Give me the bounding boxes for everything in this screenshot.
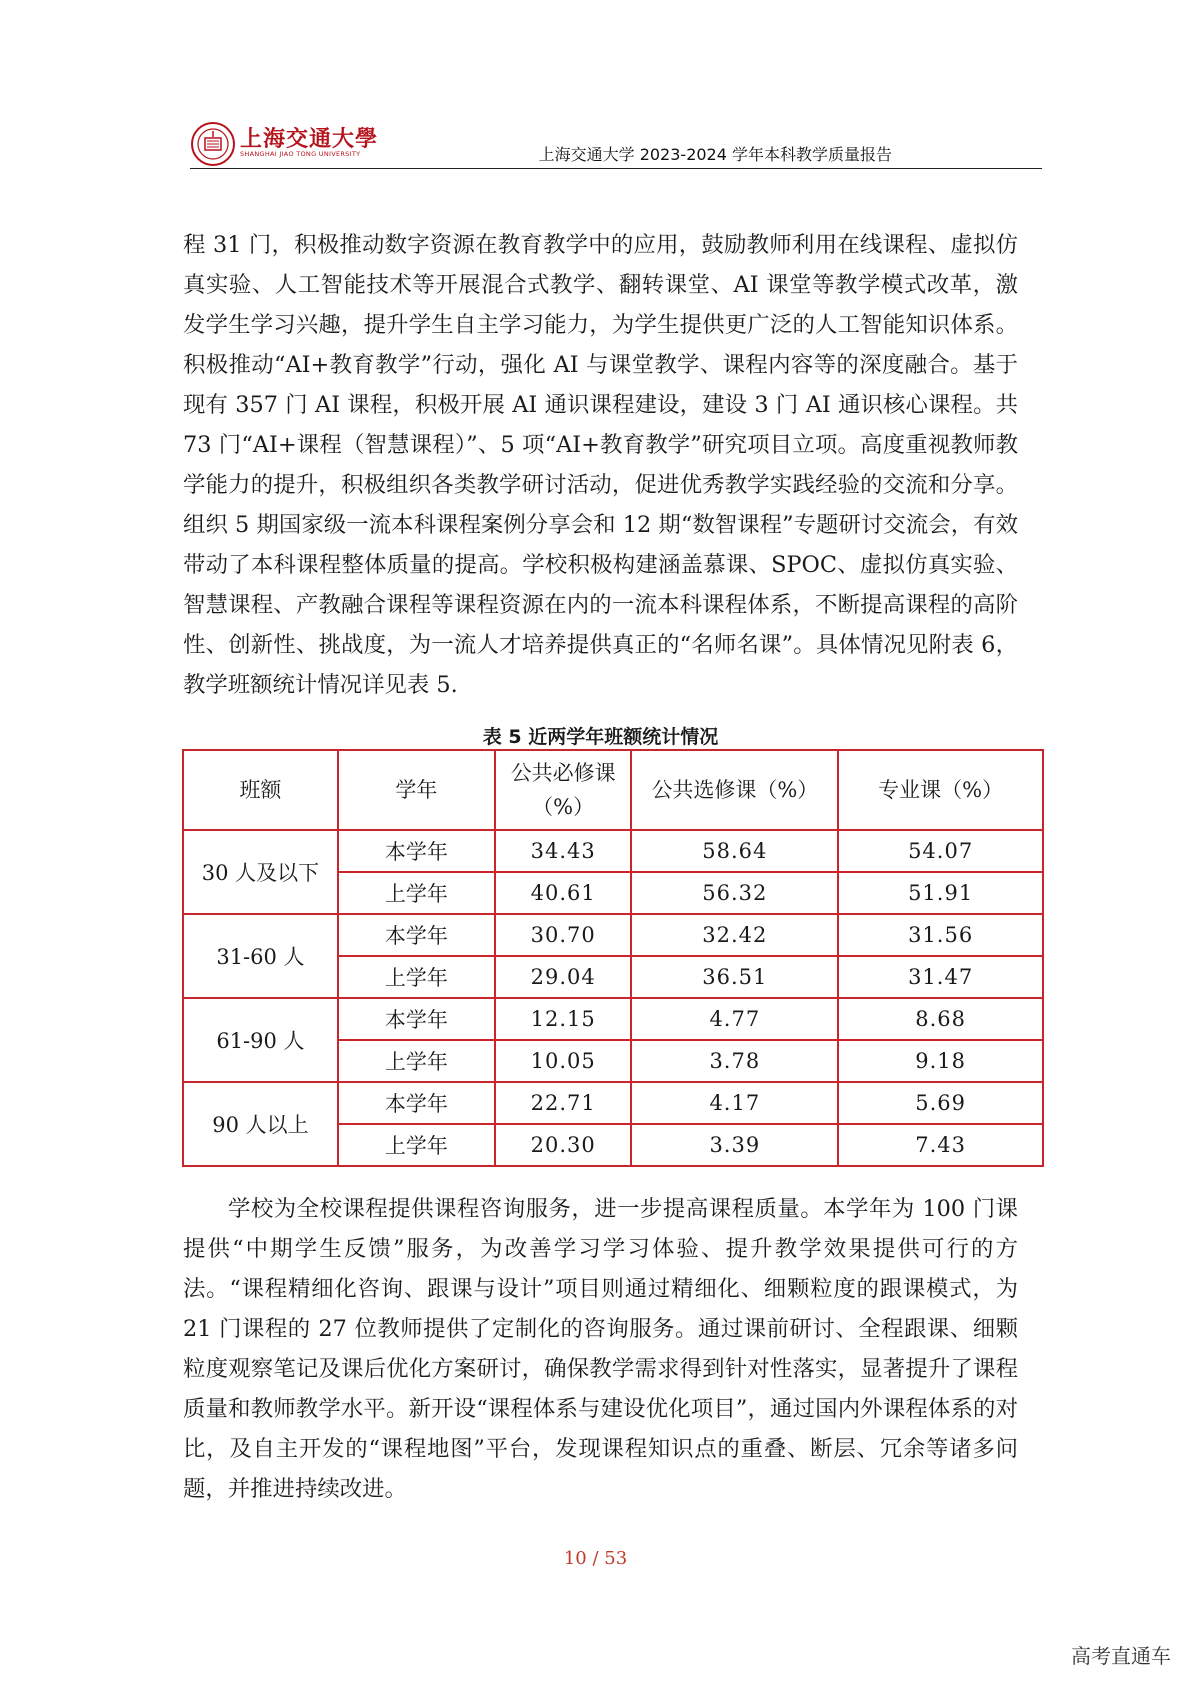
value-cell: 3.39 <box>631 1124 838 1166</box>
academic-year-cell: 上学年 <box>338 1040 495 1082</box>
table-row <box>183 914 1043 956</box>
header-divider <box>190 168 1042 169</box>
table-header-row <box>183 750 1043 830</box>
value-cell: 20.30 <box>495 1124 631 1166</box>
academic-year-cell: 本学年 <box>338 1082 495 1124</box>
column-header: 公共必修课（%） <box>495 750 631 830</box>
value-cell: 4.77 <box>631 998 838 1040</box>
value-cell: 36.51 <box>631 956 838 998</box>
value-cell: 31.56 <box>838 914 1043 956</box>
body-paragraph-2: 学校为全校课程提供课程咨询服务，进一步提高课程质量。本学年为 100 门课提供“中期学生反馈”服务，为改善学习学习体验、提升教学效果提供可行的方法。“课程精细化咨询、跟课与设计”项目则通过精细化、细颗粒度的跟课模式，为 21 门课程的 27 位教师提供了定制化的咨询服务。通过课前研讨、全程跟课、细颗粒度观察笔记及课后优化方案研讨，确保教学需求得到针对性落实，显著提升了课程质量和教师教学水平。新开设“课程体系与建设优化项目”，通过国内外课程体系的对比，及自主开发的“课程地图”平台，发现课程知识点的重叠、断层、冗余等诸多问题，并推进持续改进。 <box>183 1196 1018 1502</box>
university-seal-icon <box>190 121 236 167</box>
value-cell: 31.47 <box>838 956 1043 998</box>
value-cell: 29.04 <box>495 956 631 998</box>
column-header: 专业课（%） <box>838 750 1043 830</box>
value-cell: 54.07 <box>838 830 1043 872</box>
table-row <box>183 830 1043 872</box>
value-cell: 30.70 <box>495 914 631 956</box>
academic-year-cell: 上学年 <box>338 872 495 914</box>
value-cell: 3.78 <box>631 1040 838 1082</box>
page-number: 10 / 53 <box>563 1548 628 1569</box>
column-header: 学年 <box>338 750 495 830</box>
value-cell: 56.32 <box>631 872 838 914</box>
value-cell: 51.91 <box>838 872 1043 914</box>
academic-year-cell: 上学年 <box>338 956 495 998</box>
class-size-table <box>182 749 1044 1167</box>
value-cell: 22.71 <box>495 1082 631 1124</box>
table-row <box>183 1082 1043 1124</box>
academic-year-cell: 本学年 <box>338 830 495 872</box>
value-cell: 34.43 <box>495 830 631 872</box>
column-header: 班额 <box>183 750 338 830</box>
value-cell: 4.17 <box>631 1082 838 1124</box>
academic-year-cell: 上学年 <box>338 1124 495 1166</box>
class-size-group: 90 人以上 <box>183 1082 338 1166</box>
value-cell: 12.15 <box>495 998 631 1040</box>
value-cell: 10.05 <box>495 1040 631 1082</box>
class-size-group: 30 人及以下 <box>183 830 338 914</box>
body-paragraph-1: 程 31 门，积极推动数字资源在教育教学中的应用，鼓励教师利用在线课程、虚拟仿真实验、人工智能技术等开展混合式教学、翻转课堂、AI 课堂等教学模式改革，激发学生学习兴趣，提升学生自主学习能力，为学生提供更广泛的人工智能知识体系。积极推动“AI+教育教学”行动，强化 AI 与课堂教学、课程内容等的深度融合。基于现有 357 门 AI 课程，积极开展 AI 通识课程建设，建设 3 门 AI 通识核心课程。共 73 门“AI+课程（智慧课程）”、5 项“AI+教育教学”研究项目立项。高度重视教师教学能力的提升，积极组织各类教学研讨活动，促进优秀教学实践经验的交流和分享。组织 5 期国家级一流本科课程案例分享会和 12 期“数智课程”专题研讨交流会，有效带动了本科课程整体质量的提高。学校积极构建涵盖慕课、SPOC、虚拟仿真实验、智慧课程、产教融合课程等课程资源在内的一流本科课程体系，不断提高课程的高阶性、创新性、挑战度，为一流人才培养提供真正的“名师名课”。具体情况见附表 6，教学班额统计情况详见表 5. <box>183 232 1018 698</box>
class-size-group: 61-90 人 <box>183 998 338 1082</box>
value-cell: 32.42 <box>631 914 838 956</box>
logo-english-text: SHANGHAI JIAO TONG UNIVERSITY <box>240 150 361 158</box>
logo-chinese-text: 上海交通大學 <box>240 126 379 152</box>
page-header <box>190 116 1042 172</box>
watermark-text: 高考直通车 <box>1071 1644 1171 1668</box>
column-header: 公共选修课（%） <box>631 750 838 830</box>
class-size-group: 31-60 人 <box>183 914 338 998</box>
university-logo <box>190 116 379 172</box>
value-cell: 58.64 <box>631 830 838 872</box>
value-cell: 7.43 <box>838 1124 1043 1166</box>
value-cell: 40.61 <box>495 872 631 914</box>
table-row <box>183 998 1043 1040</box>
report-title: 上海交通大学 2023-2024 学年本科教学质量报告 <box>538 145 892 164</box>
academic-year-cell: 本学年 <box>338 914 495 956</box>
table-caption: 表 5 近两学年班额统计情况 <box>482 726 719 748</box>
value-cell: 5.69 <box>838 1082 1043 1124</box>
value-cell: 9.18 <box>838 1040 1043 1082</box>
academic-year-cell: 本学年 <box>338 998 495 1040</box>
value-cell: 8.68 <box>838 998 1043 1040</box>
